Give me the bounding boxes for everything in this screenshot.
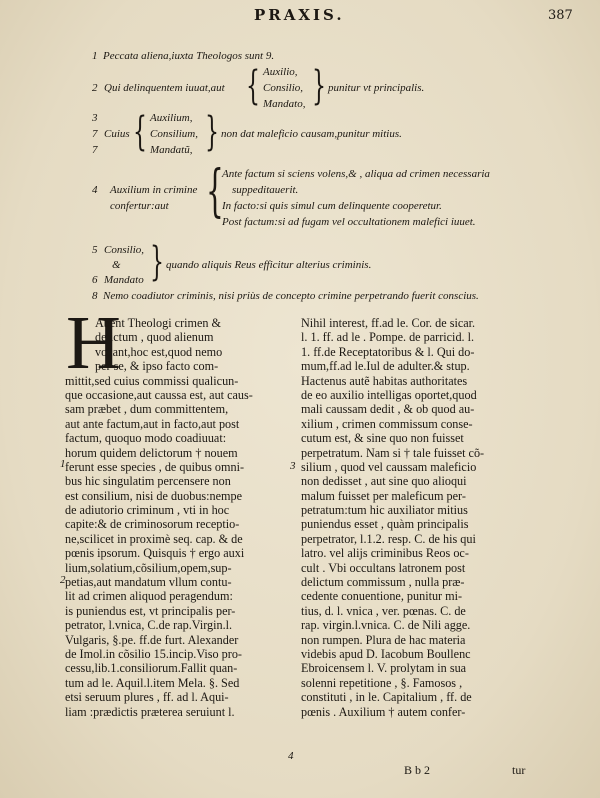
text-line: non dedisset , aut sine quo alioqui	[301, 474, 467, 489]
outline-text-8: Nemo coadiutor criminis, nisi priùs de concepto crimine perpetrando fuerit conscius.	[103, 290, 479, 302]
text-line: per se, & ipso facto com-	[95, 359, 219, 374]
right-brace: }	[205, 109, 219, 155]
outline-lead-2: Qui delinquentem iuuat,aut	[104, 82, 225, 94]
text-line: mum,ff.ad le.Iul de adulter.& stup.	[301, 359, 470, 374]
outline-line: Mandato	[104, 274, 144, 286]
outline-lead-3: Cuius	[104, 128, 130, 140]
text-line: pœnis . Auxilium † autem confer-	[301, 704, 466, 719]
text-line: cutum est, & sine quo non fuisset	[301, 431, 464, 446]
margin-number: 2	[60, 574, 66, 586]
text-line: delictum commissum , nulla præ-	[301, 575, 465, 590]
text-line: est consilium, nisi de duobus:nempe	[65, 488, 243, 503]
outline-branch: In facto:si quis simul cum delinquente cooperetur.	[222, 200, 442, 212]
text-line: delictum , quod alienum	[95, 330, 214, 345]
text-line: puniendus esset , quàm principalis	[301, 517, 469, 532]
text-line: cedente conuentione, punitur mi-	[301, 589, 463, 604]
text-line: petratum:tum hic auxiliator mitius	[301, 503, 468, 518]
text-line: bus hic singulatim percensere non	[65, 474, 231, 489]
outline-num-1: 1	[92, 50, 98, 62]
text-line: is puniendus est, vt principalis per-	[65, 603, 236, 618]
outline-num-7: 7	[92, 128, 98, 140]
text-line: de Imol.in cõsilio 15.incip.Viso pro-	[65, 646, 242, 661]
right-brace: }	[312, 63, 326, 109]
outline-num-7: 7	[92, 144, 98, 156]
text-line: non rumpen. Plura de hac materia	[301, 632, 466, 647]
text-line: horum quidem delictorum † nouem	[65, 445, 238, 460]
catchword: tur	[512, 763, 526, 777]
margin-number: 1	[60, 458, 66, 470]
outline-branch: Auxilium,	[150, 112, 193, 124]
text-line: factum, quoquo modo coadiuuat:	[65, 431, 227, 446]
text-line: lium,solatium,cõsilium,opem,sup-	[65, 560, 232, 575]
outline-branch: Consilium,	[150, 128, 198, 140]
outline-branch: Post factum:si ad fugam vel occultationem malefici iuuet.	[222, 216, 476, 228]
right-brace: }	[150, 239, 164, 285]
text-line: Hactenus autẽ habitas authoritates	[301, 373, 468, 388]
outline-lead-4a: Auxilium in crimine	[110, 184, 198, 196]
text-line: cult . Vbi occultans latronem post	[301, 560, 466, 575]
outline-num-2: 2	[92, 82, 98, 94]
outline-branch: Consilio,	[263, 82, 304, 94]
text-line: capite:& de criminosorum receptio-	[65, 517, 240, 532]
outline-branch: suppeditauerit.	[232, 184, 299, 196]
left-brace: {	[206, 159, 224, 224]
text-line: de eo auxilio intelligas oportet,quod	[301, 387, 477, 402]
margin-number: 4	[288, 750, 294, 762]
text-line: que occasione,aut caussa est, aut caus-	[65, 387, 253, 402]
text-line: tius, d. l. vnica , ver. pœnas. C. de	[301, 603, 466, 618]
text-line: mittit,sed cuius commissi qualicun-	[65, 373, 239, 388]
text-line: videbis apud D. Iacobum Boullenc	[301, 646, 471, 661]
left-brace: {	[246, 63, 260, 109]
left-column	[65, 316, 287, 719]
page-number: 387	[548, 8, 573, 23]
outline-line: &	[112, 259, 121, 271]
outline-branch: Auxilio,	[263, 66, 298, 78]
text-line: vocant,hoc est,quod nemo	[95, 344, 223, 359]
outline-line: Consilio,	[104, 244, 145, 256]
text-line: malum fuisset per maleficum per-	[301, 488, 466, 503]
text-line: lit ad crimen aliquod peragendum:	[65, 589, 233, 604]
signature-mark: B b 2	[404, 763, 431, 777]
text-line: de adiutorio criminum , vti in hoc	[65, 503, 230, 518]
outline-branch: Mandatũ,	[150, 144, 193, 156]
running-title: PRAXIS.	[254, 6, 345, 24]
text-line: mali caussam dedit , & ob quod au-	[301, 402, 475, 417]
text-line: ne,scilicet in proximè seq. cap. & de	[65, 531, 243, 546]
margin-number: 3	[290, 460, 296, 472]
text-line: perpetrator, l.1.2. resp. C. de his qui	[301, 531, 476, 546]
text-line: cessu,lib.1.consiliorum.Fallit quan-	[65, 661, 238, 676]
text-line: rap. virgin.l.vnica. C. de Nili agge.	[301, 618, 471, 633]
outline-num-8: 8	[92, 290, 98, 302]
text-line: sam præbet , dum committentem,	[65, 402, 229, 417]
text-line: solenni repetitione , §. Famosos ,	[301, 675, 463, 690]
text-line: 1. ff.de Receptatoribus & l. Qui do-	[301, 344, 475, 359]
drop-cap: H	[66, 301, 121, 385]
text-line: l. 1. ff. ad le . Pompe. de parricid. l.	[301, 330, 475, 345]
right-column	[301, 316, 523, 719]
text-line: petrator, l.vnica, C.de rap.Virgin.l.	[65, 618, 233, 633]
text-line: Abent Theologi crimen &	[95, 316, 222, 330]
text-line: tum ad le. Aquil.l.item Mela. §. Sed	[65, 675, 240, 690]
text-line: ferunt esse species , de quibus omni-	[65, 459, 245, 474]
text-line: liam :prædictis præterea seruiunt l.	[65, 704, 235, 719]
outline-num-4: 4	[92, 184, 98, 196]
text-line: petias,aut mandatum vllum contu-	[65, 575, 232, 590]
text-line: Vulgaris, §.pe. ff.de furt. Alexander	[65, 632, 239, 647]
outline-branch: Ante factum si sciens volens,& , aliqua ad crimen necessaria	[222, 168, 490, 180]
text-line: Nihil interest, ff.ad le. Cor. de sicar.	[301, 316, 476, 330]
text-line: perpetratum. Nam si † tale fuisset cõ-	[301, 445, 485, 460]
text-line: etsi seruum plures , ff. ad l. Aqui-	[65, 690, 229, 705]
text-line: xilium , crimen commissum conse-	[301, 416, 473, 431]
text-line: latro. vel alijs criminibus Reos oc-	[301, 546, 469, 561]
outline-result-2: punitur vt principalis.	[328, 82, 425, 94]
outline-num-6: 6	[92, 274, 98, 286]
outline-result-3: non dat maleficio causam,punitur mitius.	[221, 128, 402, 140]
left-brace: {	[133, 109, 147, 155]
text-line: aut ante factum,aut in facto,aut post	[65, 416, 240, 431]
outline-lead-4b: confertur:aut	[110, 200, 169, 212]
outline-result-5: quando aliquis Reus efficitur alterius criminis.	[166, 259, 372, 271]
text-line: constituti , in le. Capitalium , ff. de	[301, 690, 472, 705]
outline-branch: Mandato,	[263, 98, 306, 110]
outline-num-5: 5	[92, 244, 98, 256]
outline-text-1: Peccata aliena,iuxta Theologos sunt 9.	[103, 50, 275, 62]
text-line: silium , quod vel caussam maleficio	[301, 459, 477, 474]
outline-num-3: 3	[92, 112, 98, 124]
text-line: Ebroicensem l. V. prolytam in sua	[301, 661, 467, 676]
text-line: pœnis ipsorum. Quisquis † ergo auxi	[65, 546, 245, 561]
